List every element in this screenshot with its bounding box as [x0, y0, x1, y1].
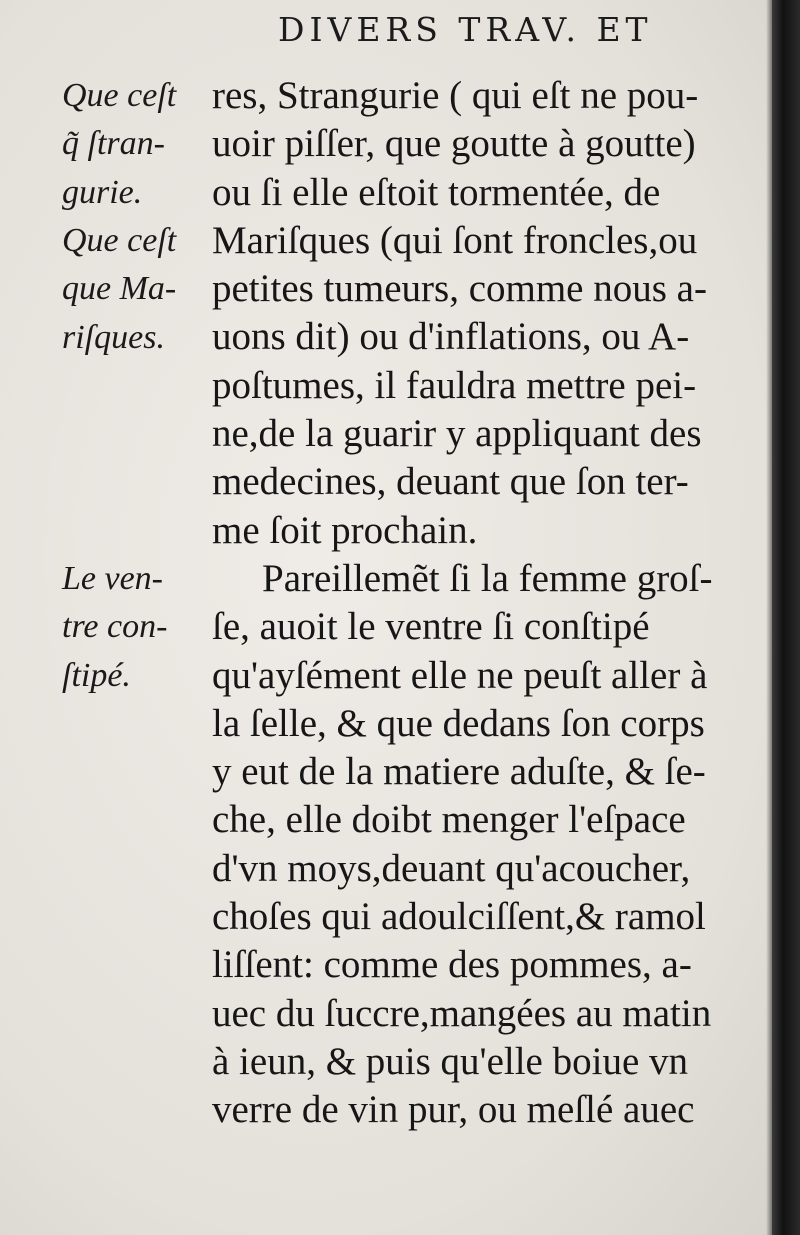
- body-line: res, Strangurie ( qui eſt ne pou-: [212, 74, 699, 117]
- book-binding-gutter: [772, 0, 800, 1235]
- margin-note-line: Que ceſt: [62, 77, 177, 114]
- paragraph-start-line: Pareillemẽt ſi la femme groſ-: [262, 556, 713, 600]
- margin-note-line: riſques.: [62, 318, 165, 356]
- body-line: choſes qui adoulciſſent,& ramol: [212, 895, 706, 939]
- body-line: ne,de la guarir y appliquant des: [212, 412, 702, 456]
- body-line: à ieun, & puis qu'elle boiue vn: [212, 1039, 689, 1083]
- body-line: d'vn moys,deuant qu'acoucher,: [212, 846, 691, 890]
- body-line: petites tumeurs, comme nous a-: [212, 267, 707, 311]
- margin-note-marisques: [62, 217, 176, 362]
- body-line: che, elle doibt menger l'eſpace: [212, 798, 686, 842]
- body-line: Mariſques (qui ſont froncles,ou: [212, 218, 698, 262]
- body-line: qu'ayſément elle ne peuſt aller à: [212, 653, 708, 697]
- running-header: DIVERS TRAV. ET: [278, 10, 653, 49]
- margin-note-strangurie: [62, 72, 176, 217]
- margin-note-line: gurie.: [62, 173, 143, 211]
- margin-note-ventre-constipe: [62, 555, 167, 700]
- margin-note-line: Le ven-: [62, 560, 164, 597]
- body-line: uoir piſſer, que goutte à goutte): [212, 122, 696, 166]
- body-text: [212, 72, 768, 1135]
- body-line: medecines, deuant que ſon ter-: [212, 460, 689, 504]
- body-line: uons dit) ou d'inflations, ou A-: [212, 315, 690, 359]
- body-line: verre de vin pur, ou meſlé auec: [212, 1088, 695, 1132]
- body-line: la ſelle, & que dedans ſon corps: [212, 701, 705, 745]
- margin-note-line: ſtipé.: [62, 656, 131, 694]
- margin-note-line: Que ceſt: [62, 222, 177, 259]
- body-line: uec du ſuccre,mangées au matin: [212, 991, 712, 1035]
- margin-note-line: que Ma-: [62, 270, 177, 308]
- margin-note-line: q̃ ſtran-: [62, 125, 165, 163]
- body-line: me ſoit prochain.: [212, 508, 478, 552]
- body-line: y eut de la matiere aduſte, & ſe-: [212, 750, 706, 794]
- body-line: ou ſi elle eſtoit tormentée, de: [212, 170, 661, 214]
- body-line: poſtumes, il fauldra mettre pei-: [212, 363, 697, 407]
- body-line: ſe, auoit le ventre ſi conſtipé: [212, 605, 650, 649]
- margin-note-line: tre con-: [62, 608, 168, 646]
- body-line: liſſent: comme des pommes, a-: [212, 943, 692, 987]
